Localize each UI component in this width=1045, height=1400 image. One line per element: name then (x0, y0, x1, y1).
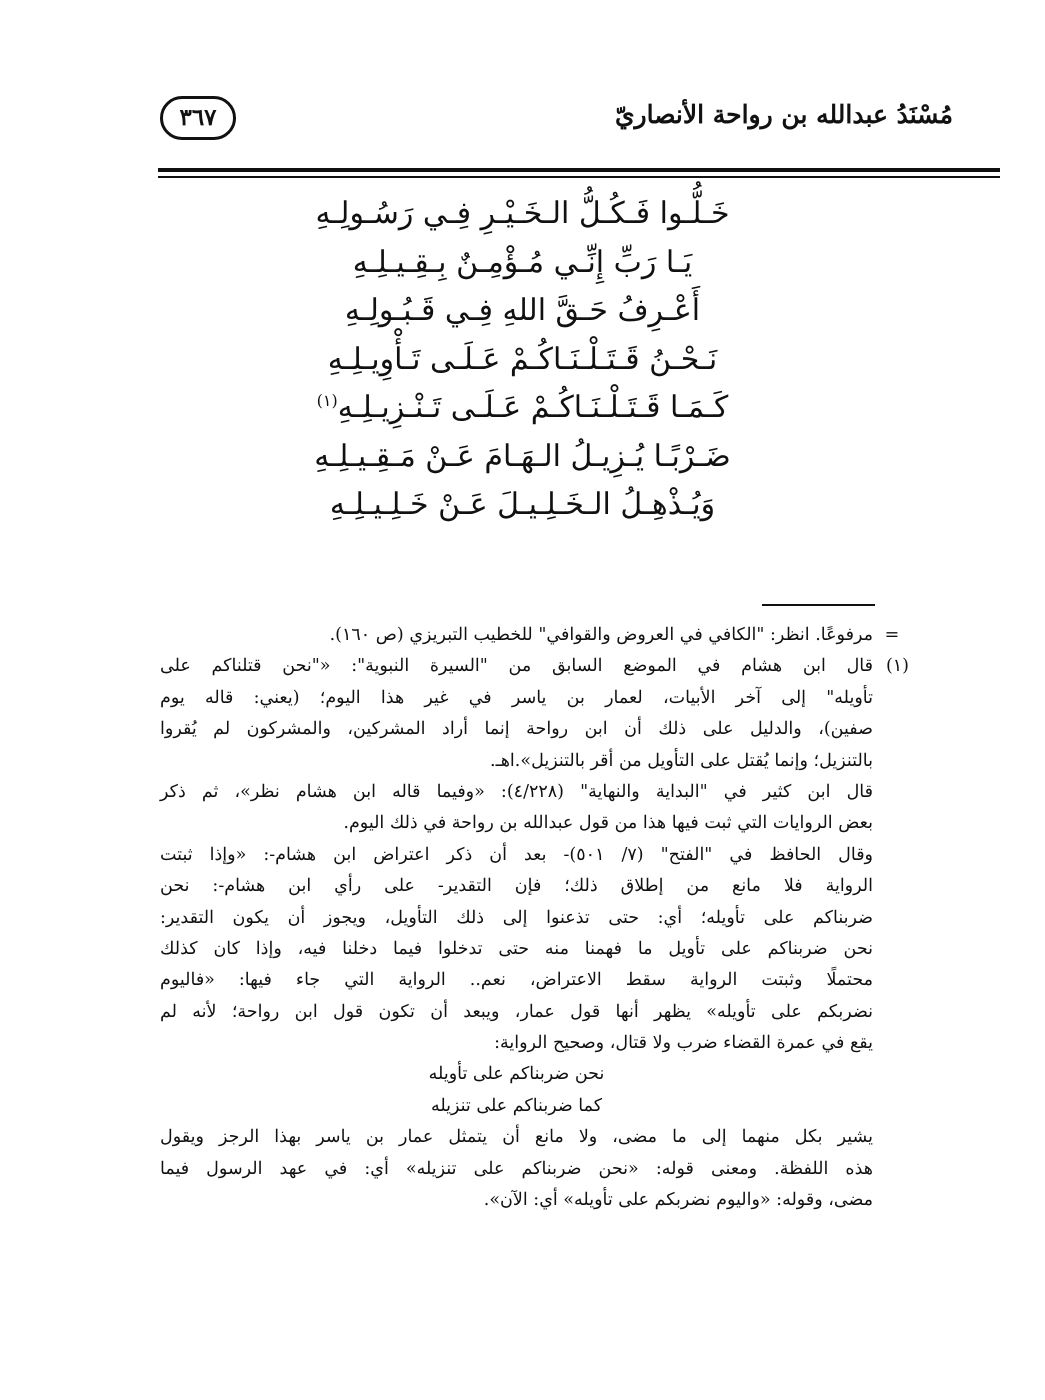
footnote-line (160, 1122, 873, 1153)
footnotes (160, 620, 909, 1216)
footnote-text: تأويله" إلى آخر الأبيات، لعمار بن ياسر في غير هذا اليوم؛ (يعني: قاله يوم (160, 687, 873, 708)
footnote-line (160, 1059, 873, 1090)
footnote-text: نحن ضربناكم على تأويل ما فهمنا منه حتى تدخلوا فيما دخلنا فيه، وإذا كان كذلك (160, 938, 873, 959)
header-rule-thick (158, 168, 1000, 172)
footnote-line (160, 903, 873, 934)
footnote-line (160, 997, 873, 1028)
footnote-line (160, 777, 873, 808)
verse-text: خَـلُّـوا فَـكُـلُّ الـخَـيْـرِ فِـي رَسُـولِـهِ (315, 196, 730, 231)
footnote-marker: (١) (885, 656, 909, 677)
footnote-text: قال ابن كثير في "البداية والنهاية" (٤/٢٢٨): «وفيما قاله ابن هشام نظر»، ثم ذكر (160, 781, 873, 802)
running-head-title: مُسْنَدُ عبدالله بن رواحة الأنصاريّ (614, 100, 953, 129)
poem-verse (230, 336, 815, 385)
footnote-line (160, 840, 873, 871)
footnote-separator (762, 604, 875, 606)
footnote-line (160, 746, 873, 777)
poem-verse (230, 433, 815, 482)
poem-verse (230, 190, 815, 239)
footnote-text: قال ابن هشام في الموضع السابق من "السيرة النبوية": «"نحن قتلناكم على (160, 656, 873, 677)
footnote-line (160, 1091, 873, 1122)
footnote-text: وقال الحافظ في "الفتح" (٧/ ٥٠١)- بعد أن ذكر اعتراض ابن هشام-: «وإذا ثبتت (160, 844, 874, 865)
verse-text: أَعْـرِفُ حَـقَّ اللهِ فِـي قَـبُـولِـهِ (344, 293, 701, 328)
footnote-text: يقع في عمرة القضاء ضرب ولا قتال، وصحيح الرواية: (494, 1033, 873, 1054)
footnote-line (160, 871, 873, 902)
footnote-text: نحن ضربناكم على تأويله (428, 1064, 605, 1085)
footnote-line (160, 808, 873, 839)
poem-verse (230, 481, 815, 530)
verse-text: ضَـرْبًـا يُـزِيـلُ الـهَـامَ عَـنْ مَـقِـيـلِـهِ (314, 438, 731, 474)
footnote-text: بالتنزيل؛ وإنما يُقتل على التأويل من أقر بالتنزيل».اهـ. (490, 750, 873, 771)
footnote-marker: = (884, 625, 900, 645)
poem-verse (230, 239, 815, 288)
footnote-text: محتملًا وثبتت الرواية سقط الاعتراض، نعم.. الرواية التي جاء فيها: «فاليوم (160, 970, 873, 991)
page-number-badge: ٣٦٧ (160, 96, 236, 140)
footnote-text: يشير بكل منهما إلى ما مضى، ولا مانع أن يتمثل عمار بن ياسر بهذا الرجز ويقول (160, 1127, 873, 1148)
footnote-text: كما ضربناكم على تنزيله (430, 1095, 603, 1116)
footnote-text: الرواية فلا مانع من إطلاق ذلك؛ فإن التقدير- على رأي ابن هشام-: نحن (160, 876, 873, 897)
footnote-reference: (١) (316, 391, 338, 410)
footnote-text: ضربناكم على تأويله؛ أي: حتى تذعنوا إلى ذلك التأويل، ويجوز أن يكون التقدير: (160, 907, 873, 928)
footnote-line (160, 965, 873, 996)
poem-verse (230, 384, 815, 433)
footnote-line (160, 1028, 873, 1059)
poem-verse (230, 287, 815, 336)
footnote-text: صفين)، والدليل على ذلك أن ابن رواحة إنما أراد المشركين، والمشركون لم يُقروا (160, 719, 873, 740)
footnote-line (160, 1154, 873, 1185)
footnote-text: بعض الروايات التي ثبت فيها هذا من قول عبدالله بن رواحة في ذلك اليوم. (343, 813, 873, 834)
footnote-text: مرفوعًا. انظر: "الكافي في العروض والقوافي" للخطيب التبريزي (ص ١٦٠). (329, 625, 873, 645)
footnote-line (160, 683, 873, 714)
footnote-line (160, 1185, 873, 1216)
header-rule-thin (158, 176, 1000, 178)
footnote-line (160, 714, 873, 745)
footnote-line (160, 620, 900, 651)
verse-text: نَـحْـنُ قَـتَـلْـنَـاكُـمْ عَـلَـى تَـأْوِيـلِـهِ (327, 341, 718, 377)
verse-text: يَـا رَبِّ إِنِّـي مُـؤْمِـنٌ بِـقِـيـلِـهِ (352, 244, 693, 280)
poem-verses (230, 190, 815, 530)
footnote-line (160, 934, 873, 965)
verse-text: كَـمَـا قَـتَـلْـنَـاكُـمْ عَـلَـى تَـنْـزِيـلِـهِ (337, 390, 729, 425)
footnote-text: هذه اللفظة. ومعنى قوله: «نحن ضربناكم على تنزيله» أي: في عهد الرسول فيما (160, 1158, 873, 1179)
verse-text: وَيُـذْهِـلُ الـخَـلِـيـلَ عَـنْ خَـلِـيـلِـهِ (329, 487, 716, 522)
footnote-text: مضى، وقوله: «واليوم نضربكم على تأويله» أي: الآن». (483, 1190, 873, 1211)
footnote-text: نضربكم على تأويله» يظهر أنها قول عمار، ويبعد أن تكون قول ابن رواحة؛ لأنه لم (160, 1001, 873, 1022)
footnote-line (160, 651, 909, 682)
